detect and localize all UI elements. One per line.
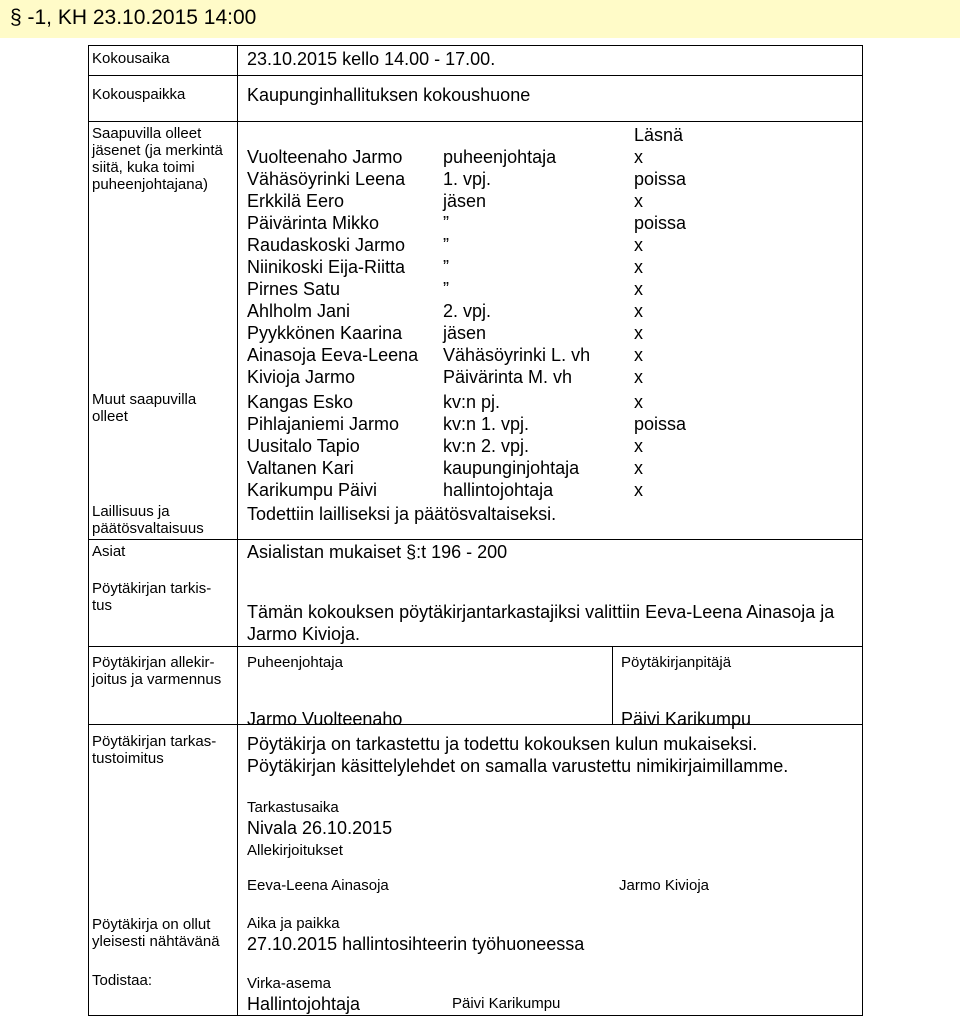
display-place-value: 27.10.2015 hallintosihteerin työhuoneessa <box>247 934 585 954</box>
attendee-status: x <box>634 436 643 456</box>
position-value: Hallintojohtaja <box>247 994 361 1014</box>
check-text: Pöytäkirja on tarkastettu ja todettu kokouksen kulun mukaiseksi. Pöytäkirjan käsittelylehdet on samalla varustettu nimikirjaimillamme. <box>247 734 789 776</box>
attendee-name: Vuolteenaho Jarmo <box>247 147 403 167</box>
check-time-value: Nivala 26.10.2015 <box>247 818 393 838</box>
divider <box>88 646 863 647</box>
attendee-name: Uusitalo Tapio <box>247 436 360 456</box>
divider <box>88 45 89 1016</box>
attendee-name: Vähäsöyrinki Leena <box>247 169 406 189</box>
attendee-role: kaupunginjohtaja <box>443 458 580 478</box>
attendee-name: Kangas Esko <box>247 392 354 412</box>
attendee-status: x <box>634 345 643 365</box>
display-label: Pöytäkirja on ollut yleisesti nähtävänä <box>92 916 220 950</box>
secretary-title: Pöytäkirjanpitäjä <box>621 654 732 671</box>
attendee-role: ” <box>443 213 449 233</box>
attendee-role: 2. vpj. <box>443 301 492 321</box>
attendee-status: x <box>634 191 643 211</box>
attendee-role: ” <box>443 235 449 255</box>
certify-label: Todistaa: <box>92 972 153 989</box>
attendee-status: poissa <box>634 169 687 189</box>
attendee-name: Raudaskoski Jarmo <box>247 235 406 255</box>
attendee-status: x <box>634 257 643 277</box>
meeting-place-value: Kaupunginhallituksen kokoushuone <box>247 85 531 105</box>
attendee-role: puheenjohtaja <box>443 147 557 167</box>
divider <box>88 1015 863 1016</box>
divider <box>88 45 863 46</box>
legality-value: Todettiin lailliseksi ja päätösvaltaiseksi. <box>247 504 557 524</box>
divider <box>612 646 613 725</box>
position-label: Virka-asema <box>247 975 331 992</box>
attendee-status: poissa <box>634 213 687 233</box>
meeting-place-label: Kokouspaikka <box>92 86 186 103</box>
chair-name: Jarmo Vuolteenaho <box>247 709 403 729</box>
attendee-status: x <box>634 367 643 387</box>
attendee-role: jäsen <box>443 191 487 211</box>
attendee-role: hallintojohtaja <box>443 480 554 500</box>
attendee-role: jäsen <box>443 323 487 343</box>
attendee-role: ” <box>443 257 449 277</box>
attendee-role: Vähäsöyrinki L. vh <box>443 345 591 365</box>
meeting-time-label: Kokousaika <box>92 50 170 67</box>
display-place-label: Aika ja paikka <box>247 915 340 932</box>
attendee-status: x <box>634 323 643 343</box>
attendee-status: x <box>634 279 643 299</box>
attendee-name: Pyykkönen Kaarina <box>247 323 403 343</box>
attendee-name: Valtanen Kari <box>247 458 354 478</box>
attendee-name: Karikumpu Päivi <box>247 480 378 500</box>
signer-1: Eeva-Leena Ainasoja <box>247 877 389 894</box>
attendee-status: x <box>634 235 643 255</box>
attendee-status: poissa <box>634 414 687 434</box>
attendee-name: Kivioja Jarmo <box>247 367 356 387</box>
document-header <box>0 0 960 38</box>
divider <box>88 121 863 122</box>
attendee-name: Erkkilä Eero <box>247 191 345 211</box>
chair-title: Puheenjohtaja <box>247 654 343 671</box>
signatures-label: Allekirjoitukset <box>247 842 343 859</box>
attendee-name: Päivärinta Mikko <box>247 213 380 233</box>
attendee-role: kv:n 1. vpj. <box>443 414 530 434</box>
present-column-header: Läsnä <box>634 125 684 145</box>
meeting-time-value: 23.10.2015 kello 14.00 - 17.00. <box>247 49 496 69</box>
attendee-name: Ainasoja Eeva-Leena <box>247 345 419 365</box>
secretary-name: Päivi Karikumpu <box>621 709 752 729</box>
matters-value: Asialistan mukaiset §:t 196 - 200 <box>247 542 508 562</box>
signer-2: Jarmo Kivioja <box>619 877 710 894</box>
certifier-name: Päivi Karikumpu <box>452 995 561 1012</box>
attendee-name: Niinikoski Eija-Riitta <box>247 257 406 277</box>
header-title: § -1, KH 23.10.2015 14:00 <box>10 6 257 29</box>
divider <box>237 45 238 1016</box>
matters-label: Asiat <box>92 543 126 560</box>
attendee-status: x <box>634 301 643 321</box>
check-time-label: Tarkastusaika <box>247 799 339 816</box>
members-label: Saapuvilla olleet jäsenet (ja merkintä siitä, kuka toimi puheenjohtajana) <box>92 125 223 193</box>
attendee-status: x <box>634 480 643 500</box>
attendee-name: Pihlajaniemi Jarmo <box>247 414 400 434</box>
attendee-status: x <box>634 147 643 167</box>
check-label: Pöytäkirjan tarkas- tustoimitus <box>92 733 217 767</box>
divider <box>862 45 863 1016</box>
signing-label: Pöytäkirjan allekir- joitus ja varmennus <box>92 654 222 688</box>
attendee-role: kv:n 2. vpj. <box>443 436 530 456</box>
divider <box>88 539 863 540</box>
others-label: Muut saapuvilla olleet <box>92 391 197 425</box>
attendee-name: Ahlholm Jani <box>247 301 351 321</box>
attendee-status: x <box>634 458 643 478</box>
review-label: Pöytäkirjan tarkis- tus <box>92 580 212 614</box>
divider <box>88 75 863 76</box>
review-value: Tämän kokouksen pöytäkirjantarkastajiksi valittiin Eeva-Leena Ainasoja ja Jarmo Kivioja. <box>247 602 835 644</box>
attendee-role: Päivärinta M. vh <box>443 367 573 387</box>
attendee-role: ” <box>443 279 449 299</box>
legality-label: Laillisuus ja päätösvaltaisuus <box>92 503 204 537</box>
attendee-role: 1. vpj. <box>443 169 492 189</box>
attendee-name: Pirnes Satu <box>247 279 341 299</box>
attendee-status: x <box>634 392 643 412</box>
attendee-role: kv:n pj. <box>443 392 501 412</box>
